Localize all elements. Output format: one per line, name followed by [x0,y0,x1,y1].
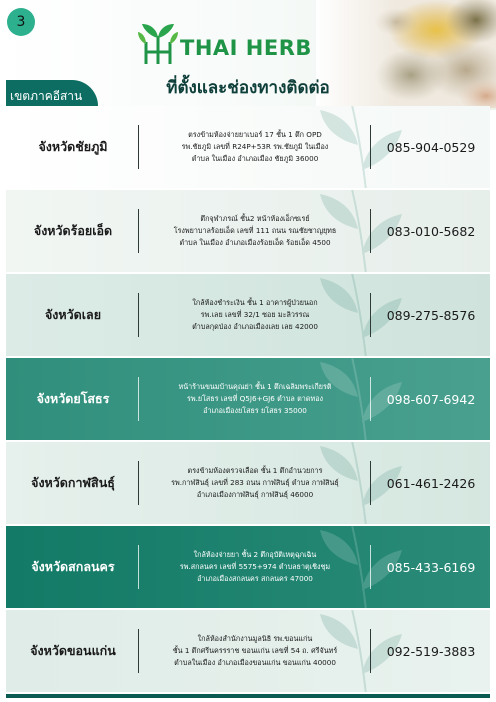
herb-logo-icon [136,24,180,66]
column-divider [138,125,139,169]
column-divider [370,377,371,421]
address-block [146,274,364,356]
page-title: ที่ตั้งและช่องทางติดต่อ [166,78,330,98]
province-name: จังหวัดชัยภูมิ [38,139,108,154]
address-line: ใกล้ห้องสำนักงานมูลนิธิ รพ.ขอนแก่น [197,634,313,643]
phone-number[interactable]: 085-433-6169 [386,559,476,575]
province-name: จังหวัดเลย [44,307,102,322]
footer-bar [6,694,490,698]
address-line: รพ.ยโสธร เลขที่ Q5J6+GJ6 ตำบล ตาดทอง [186,394,324,403]
address-block [146,190,364,272]
address-line: ใกล้ห้องจ่ายยา ชั้น 2 ตึกอุบัติเหตุฉุกเฉิน [193,550,317,559]
address-line: โรงพยาบาลร้อยเอ็ด เลขที่ 111 ถนน รณชัยชาญยุทธ [173,226,337,235]
province-name: จังหวัดสกลนคร [31,559,115,574]
column-divider [370,125,371,169]
province-name: จังหวัดร้อยเอ็ด [33,223,113,238]
address-line: รพ.กาฬสินธุ์ เลขที่ 283 ถนน กาฬสินธุ์ ตำบล กาฬสินธุ์ [171,478,339,487]
location-table [6,106,490,694]
header [0,0,496,110]
column-divider [370,545,371,589]
column-divider [138,461,139,505]
phone-number[interactable]: 061-461-2426 [386,475,476,491]
address-line: รพ.เลย เลขที่ 32/1 ซอย มะลิวรรณ [200,310,310,319]
column-divider [138,293,139,337]
address-line: ตำบล ในเมือง อำเภอเมือง ชัยภูมิ 36000 [191,154,319,163]
province-name: จังหวัดขอนแก่น [30,643,116,658]
address-line: ตำบล ในเมือง อำเภอเมืองร้อยเอ็ด ร้อยเอ็ด 4500 [179,238,331,247]
address-line: ตรงข้ามห้องจ่ายยาเบอร์ 17 ชั้น 1 ตึก OPD [188,130,322,139]
page-number-badge: 3 [7,8,35,36]
column-divider [138,209,139,253]
location-row [6,358,490,440]
column-divider [370,629,371,673]
province-name: จังหวัดกาฬสินธุ์ [31,475,115,490]
address-line: หน้าร้านขนมบ้านคุณย่า ชั้น 1 ตึกเฉลิมพระเกียรติ [178,382,332,391]
location-row [6,106,490,188]
address-block [146,610,364,692]
brand-name: THAI HERB [180,36,312,60]
column-divider [370,293,371,337]
phone-number[interactable]: 089-275-8576 [386,307,476,323]
address-line: ตำบลในเมือง อำเภอเมืองขอนแก่น ขอนแก่น 40000 [174,658,336,667]
phone-number[interactable]: 083-010-5682 [386,223,476,239]
address-line: ตำบลกุดป่อง อำเภอเมืองเลย เลย 42000 [192,322,318,331]
address-block [146,106,364,188]
location-row [6,526,490,608]
column-divider [138,545,139,589]
address-line: อำเภอเมืองสกลนคร สกลนคร 47000 [197,574,313,583]
address-line: ใกล้ห้องชำระเงิน ชั้น 1 อาคารผู้ป่วยนอก [192,298,318,307]
phone-number[interactable]: 092-519-3883 [386,643,476,659]
address-line: รพ.ชัยภูมิ เลขที่ R24P+53R รพ.ชัยภูมิ ในเมือง [181,142,329,151]
column-divider [138,377,139,421]
phone-number[interactable]: 085-904-0529 [386,139,476,155]
address-line: ชั้น 1 ตึกศรีนครรราช ขอนแก่น เลขที่ 54 ถ. ศรีจันทร์ [172,646,338,655]
address-line: ตึกจุฬาภรณ์ ชั้น2 หน้าห้องเอ็กซเรย์ [200,214,310,223]
address-line: อำเภอเมืองยโสธร ยโสธร 35000 [203,406,307,415]
address-block [146,358,364,440]
region-label: เขตภาคอีสาน [10,89,83,103]
location-row [6,190,490,272]
province-name: จังหวัดยโสธร [36,391,110,406]
location-row [6,610,490,692]
address-line: อำเภอเมืองกาฬสินธุ์ กาฬสินธุ์ 46000 [196,490,314,499]
column-divider [370,209,371,253]
address-line: ตรงข้ามห้องตรวจเลือด ชั้น 1 ตึกอำนวยการ [187,466,323,475]
column-divider [370,461,371,505]
address-block [146,442,364,524]
location-row [6,442,490,524]
location-row [6,274,490,356]
address-line: รพ.สกลนคร เลขที่ 5575+974 ตำบลธาตุเชิงชุม [179,562,331,571]
column-divider [138,629,139,673]
address-block [146,526,364,608]
phone-number[interactable]: 098-607-6942 [386,391,476,407]
